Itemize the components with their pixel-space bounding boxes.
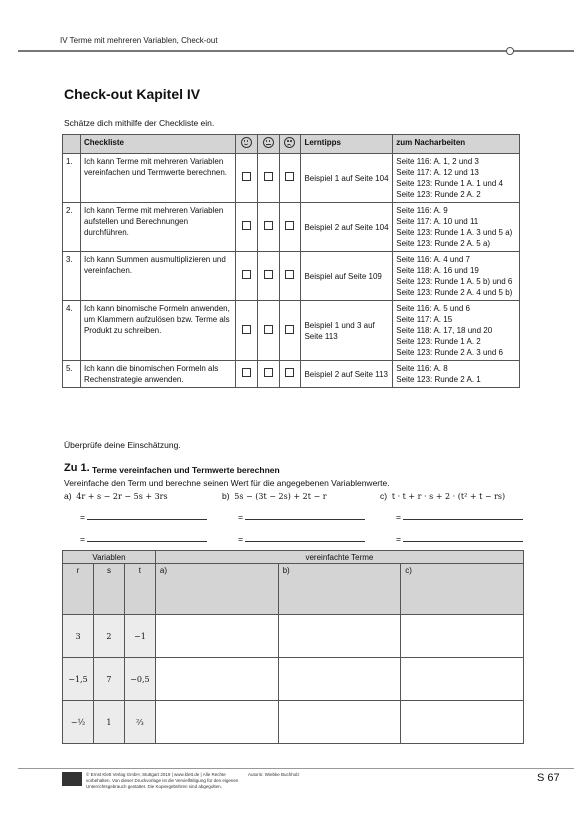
row-text: Ich kann Summen ausmultiplizieren und vereinfachen. xyxy=(80,252,235,301)
self-assessment-checkbox[interactable] xyxy=(285,221,294,230)
variables-row xyxy=(63,615,524,658)
nacharbeiten-item: Seite 117: A. 10 und 11 xyxy=(396,217,479,226)
check-after-text: Überprüfe deine Einschätzung. xyxy=(64,440,181,450)
col-term-c: c) xyxy=(401,564,524,615)
self-assessment-checkbox[interactable] xyxy=(242,270,251,279)
row-number: 5. xyxy=(63,361,81,388)
row-tipp: Beispiel 2 auf Seite 104 xyxy=(301,203,393,252)
checklist-row xyxy=(63,154,520,203)
page-title: Check-out Kapitel IV xyxy=(64,86,201,102)
nacharbeiten-item: Seite 123: Runde 1 A. 5 b) und 6 xyxy=(396,277,513,286)
variable-value: −1,5 xyxy=(63,658,94,701)
self-assessment-checkbox[interactable] xyxy=(285,172,294,181)
answer-line-b1[interactable]: = xyxy=(238,512,365,522)
variables-row xyxy=(63,701,524,744)
self-assessment-checkbox[interactable] xyxy=(242,325,251,334)
answer-line-c2[interactable]: = xyxy=(396,534,523,544)
task-a: a) 4r + s − 2r − 5s + 3rs xyxy=(64,491,168,501)
task-b: b) 5s − (3t − 2s) + 2t − r xyxy=(222,491,327,501)
nacharbeiten-item: Seite 123: Runde 2 A. 5 a) xyxy=(396,239,491,248)
self-assessment-checkbox[interactable] xyxy=(242,368,251,377)
row-nacharbeiten xyxy=(393,301,520,361)
answer-line-a2[interactable]: = xyxy=(80,534,207,544)
self-assessment-checkbox[interactable] xyxy=(242,172,251,181)
answer-line-a1[interactable]: = xyxy=(80,512,207,522)
answer-cell[interactable] xyxy=(278,615,401,658)
variable-value: 2 xyxy=(93,615,124,658)
header-divider xyxy=(18,50,574,52)
self-assessment-checkbox[interactable] xyxy=(264,270,273,279)
row-tipp: Beispiel 2 auf Seite 113 xyxy=(301,361,393,388)
checkliste-header: Checkliste xyxy=(80,135,235,154)
variable-value: −0,5 xyxy=(124,658,155,701)
klett-logo xyxy=(62,772,82,786)
nacharbeiten-item: Seite 123: Runde 2 A. 4 und 5 b) xyxy=(396,288,513,297)
vereinfachte-header: vereinfachte Terme xyxy=(155,551,523,564)
answer-cell[interactable] xyxy=(401,701,524,744)
answer-cell[interactable] xyxy=(401,615,524,658)
self-assessment-checkbox[interactable] xyxy=(242,221,251,230)
self-assessment-checkbox[interactable] xyxy=(264,221,273,230)
self-assessment-checkbox[interactable] xyxy=(285,325,294,334)
row-nacharbeiten xyxy=(393,154,520,203)
variable-value: ⅔ xyxy=(124,701,155,744)
col-term-a: a) xyxy=(155,564,278,615)
answer-cell[interactable] xyxy=(155,658,278,701)
copyright-text: © Ernst Klett Verlag GmbH, Stuttgart 2019 | www.klett.de | Alle Rechte vorbehalten. Von dieser Druckvorlage ist die Vervielfältigung für den eigenen Unterrichtsgebrauch gestattet. Die Kopiergebühren sind abgegolten. xyxy=(86,772,239,789)
nacharbeiten-item: Seite 123: Runde 1 A. 1 und 4 xyxy=(396,179,503,188)
neutral-face-icon xyxy=(263,137,274,148)
nacharbeiten-item: Seite 123: Runde 1 A. 3 und 5 a) xyxy=(396,228,513,237)
row-text: Ich kann Terme mit mehreren Variablen vereinfachen und Termwerte berechnen. xyxy=(80,154,235,203)
answer-cell[interactable] xyxy=(278,701,401,744)
row-nacharbeiten xyxy=(393,361,520,388)
nacharbeiten-item: Seite 116: A. 4 und 7 xyxy=(396,255,470,264)
answer-cell[interactable] xyxy=(155,701,278,744)
col-s: s xyxy=(93,564,124,615)
page-number: S 67 xyxy=(537,772,560,784)
task-a-expression: 4r + s − 2r − 5s + 3rs xyxy=(76,492,168,501)
self-assessment-checkbox[interactable] xyxy=(285,368,294,377)
row-number: 1. xyxy=(63,154,81,203)
nacharbeiten-item: Seite 116: A. 1, 2 und 3 xyxy=(396,157,479,166)
nacharbeiten-header: zum Nacharbeiten xyxy=(393,135,520,154)
row-nacharbeiten xyxy=(393,252,520,301)
nacharbeiten-item: Seite 117: A. 12 und 13 xyxy=(396,168,479,177)
checklist-header-row xyxy=(63,135,520,154)
header-title: IV Terme mit mehreren Variablen, Check-out xyxy=(60,36,218,45)
checklist-table xyxy=(62,134,520,388)
col-r: r xyxy=(63,564,94,615)
task-b-expression: 5s − (3t − 2s) + 2t − r xyxy=(234,492,327,501)
nacharbeiten-item: Seite 123: Runde 1 A. 2 xyxy=(396,337,481,346)
header-dot-icon xyxy=(506,47,514,55)
author-text: Autorin: Wiebke Buchholz xyxy=(248,772,300,777)
nacharbeiten-item: Seite 118: A. 17, 18 und 20 xyxy=(396,326,493,335)
nacharbeiten-item: Seite 116: A. 5 und 6 xyxy=(396,304,470,313)
checklist-row xyxy=(63,252,520,301)
variable-value: 1 xyxy=(93,701,124,744)
self-assessment-checkbox[interactable] xyxy=(264,325,273,334)
nacharbeiten-item: Seite 117: A. 15 xyxy=(396,315,453,324)
self-assessment-checkbox[interactable] xyxy=(264,172,273,181)
section-label: Zu 1. xyxy=(64,462,90,474)
row-nacharbeiten xyxy=(393,203,520,252)
answer-cell[interactable] xyxy=(278,658,401,701)
answer-line-b2[interactable]: = xyxy=(238,534,365,544)
variablen-header: Variablen xyxy=(63,551,156,564)
row-tipp: Beispiel auf Seite 109 xyxy=(301,252,393,301)
variable-value: −1 xyxy=(124,615,155,658)
col-term-b: b) xyxy=(278,564,401,615)
self-assessment-checkbox[interactable] xyxy=(285,270,294,279)
row-number: 3. xyxy=(63,252,81,301)
row-tipp: Beispiel 1 und 3 auf Seite 113 xyxy=(301,301,393,361)
answer-cell[interactable] xyxy=(401,658,524,701)
row-tipp: Beispiel 1 auf Seite 104 xyxy=(301,154,393,203)
happy-face-icon xyxy=(241,137,252,148)
lerntipps-header: Lerntipps xyxy=(301,135,393,154)
variable-value: −½ xyxy=(63,701,94,744)
nacharbeiten-item: Seite 116: A. 8 xyxy=(396,364,448,373)
intro-text: Schätze dich mithilfe der Checkliste ein. xyxy=(64,118,215,128)
variable-value: 7 xyxy=(93,658,124,701)
row-number: 4. xyxy=(63,301,81,361)
nacharbeiten-item: Seite 116: A. 9 xyxy=(396,206,448,215)
nacharbeiten-item: Seite 118: A. 16 und 19 xyxy=(396,266,479,275)
col-t: t xyxy=(124,564,155,615)
row-text: Ich kann Terme mit mehreren Variablen aufstellen und Berechnungen durchführen. xyxy=(80,203,235,252)
checklist-row xyxy=(63,301,520,361)
task-c-expression: t · t + r · s + 2 · (t² + t − rs) xyxy=(391,492,506,501)
nacharbeiten-item: Seite 123: Runde 2 A. 2 xyxy=(396,190,481,199)
nacharbeiten-item: Seite 123: Runde 2 A. 1 xyxy=(396,375,481,384)
checklist-row xyxy=(63,203,520,252)
answer-line-c1[interactable]: = xyxy=(396,512,523,522)
section-title: Terme vereinfachen und Termwerte berechnen xyxy=(92,465,280,475)
variable-value: 3 xyxy=(63,615,94,658)
footer-divider xyxy=(18,768,574,769)
variables-row xyxy=(63,658,524,701)
sad-face-icon xyxy=(284,137,295,148)
variables-table xyxy=(62,550,524,744)
nacharbeiten-item: Seite 123: Runde 2 A. 3 und 6 xyxy=(396,348,503,357)
row-text: Ich kann die binomischen Formeln als Rechenstrategie anwenden. xyxy=(80,361,235,388)
answer-cell[interactable] xyxy=(155,615,278,658)
row-number: 2. xyxy=(63,203,81,252)
self-assessment-checkbox[interactable] xyxy=(264,368,273,377)
row-text: Ich kann binomische Formeln anwenden, um Klammern aufzulösen bzw. Terme als Produkt zu schreiben. xyxy=(80,301,235,361)
task-c: c) t · t + r · s + 2 · (t² + t − rs) xyxy=(380,491,506,501)
checklist-row xyxy=(63,361,520,388)
section-instruction: Vereinfache den Term und berechne seinen Wert für die angegebenen Variablenwerte. xyxy=(64,478,390,488)
